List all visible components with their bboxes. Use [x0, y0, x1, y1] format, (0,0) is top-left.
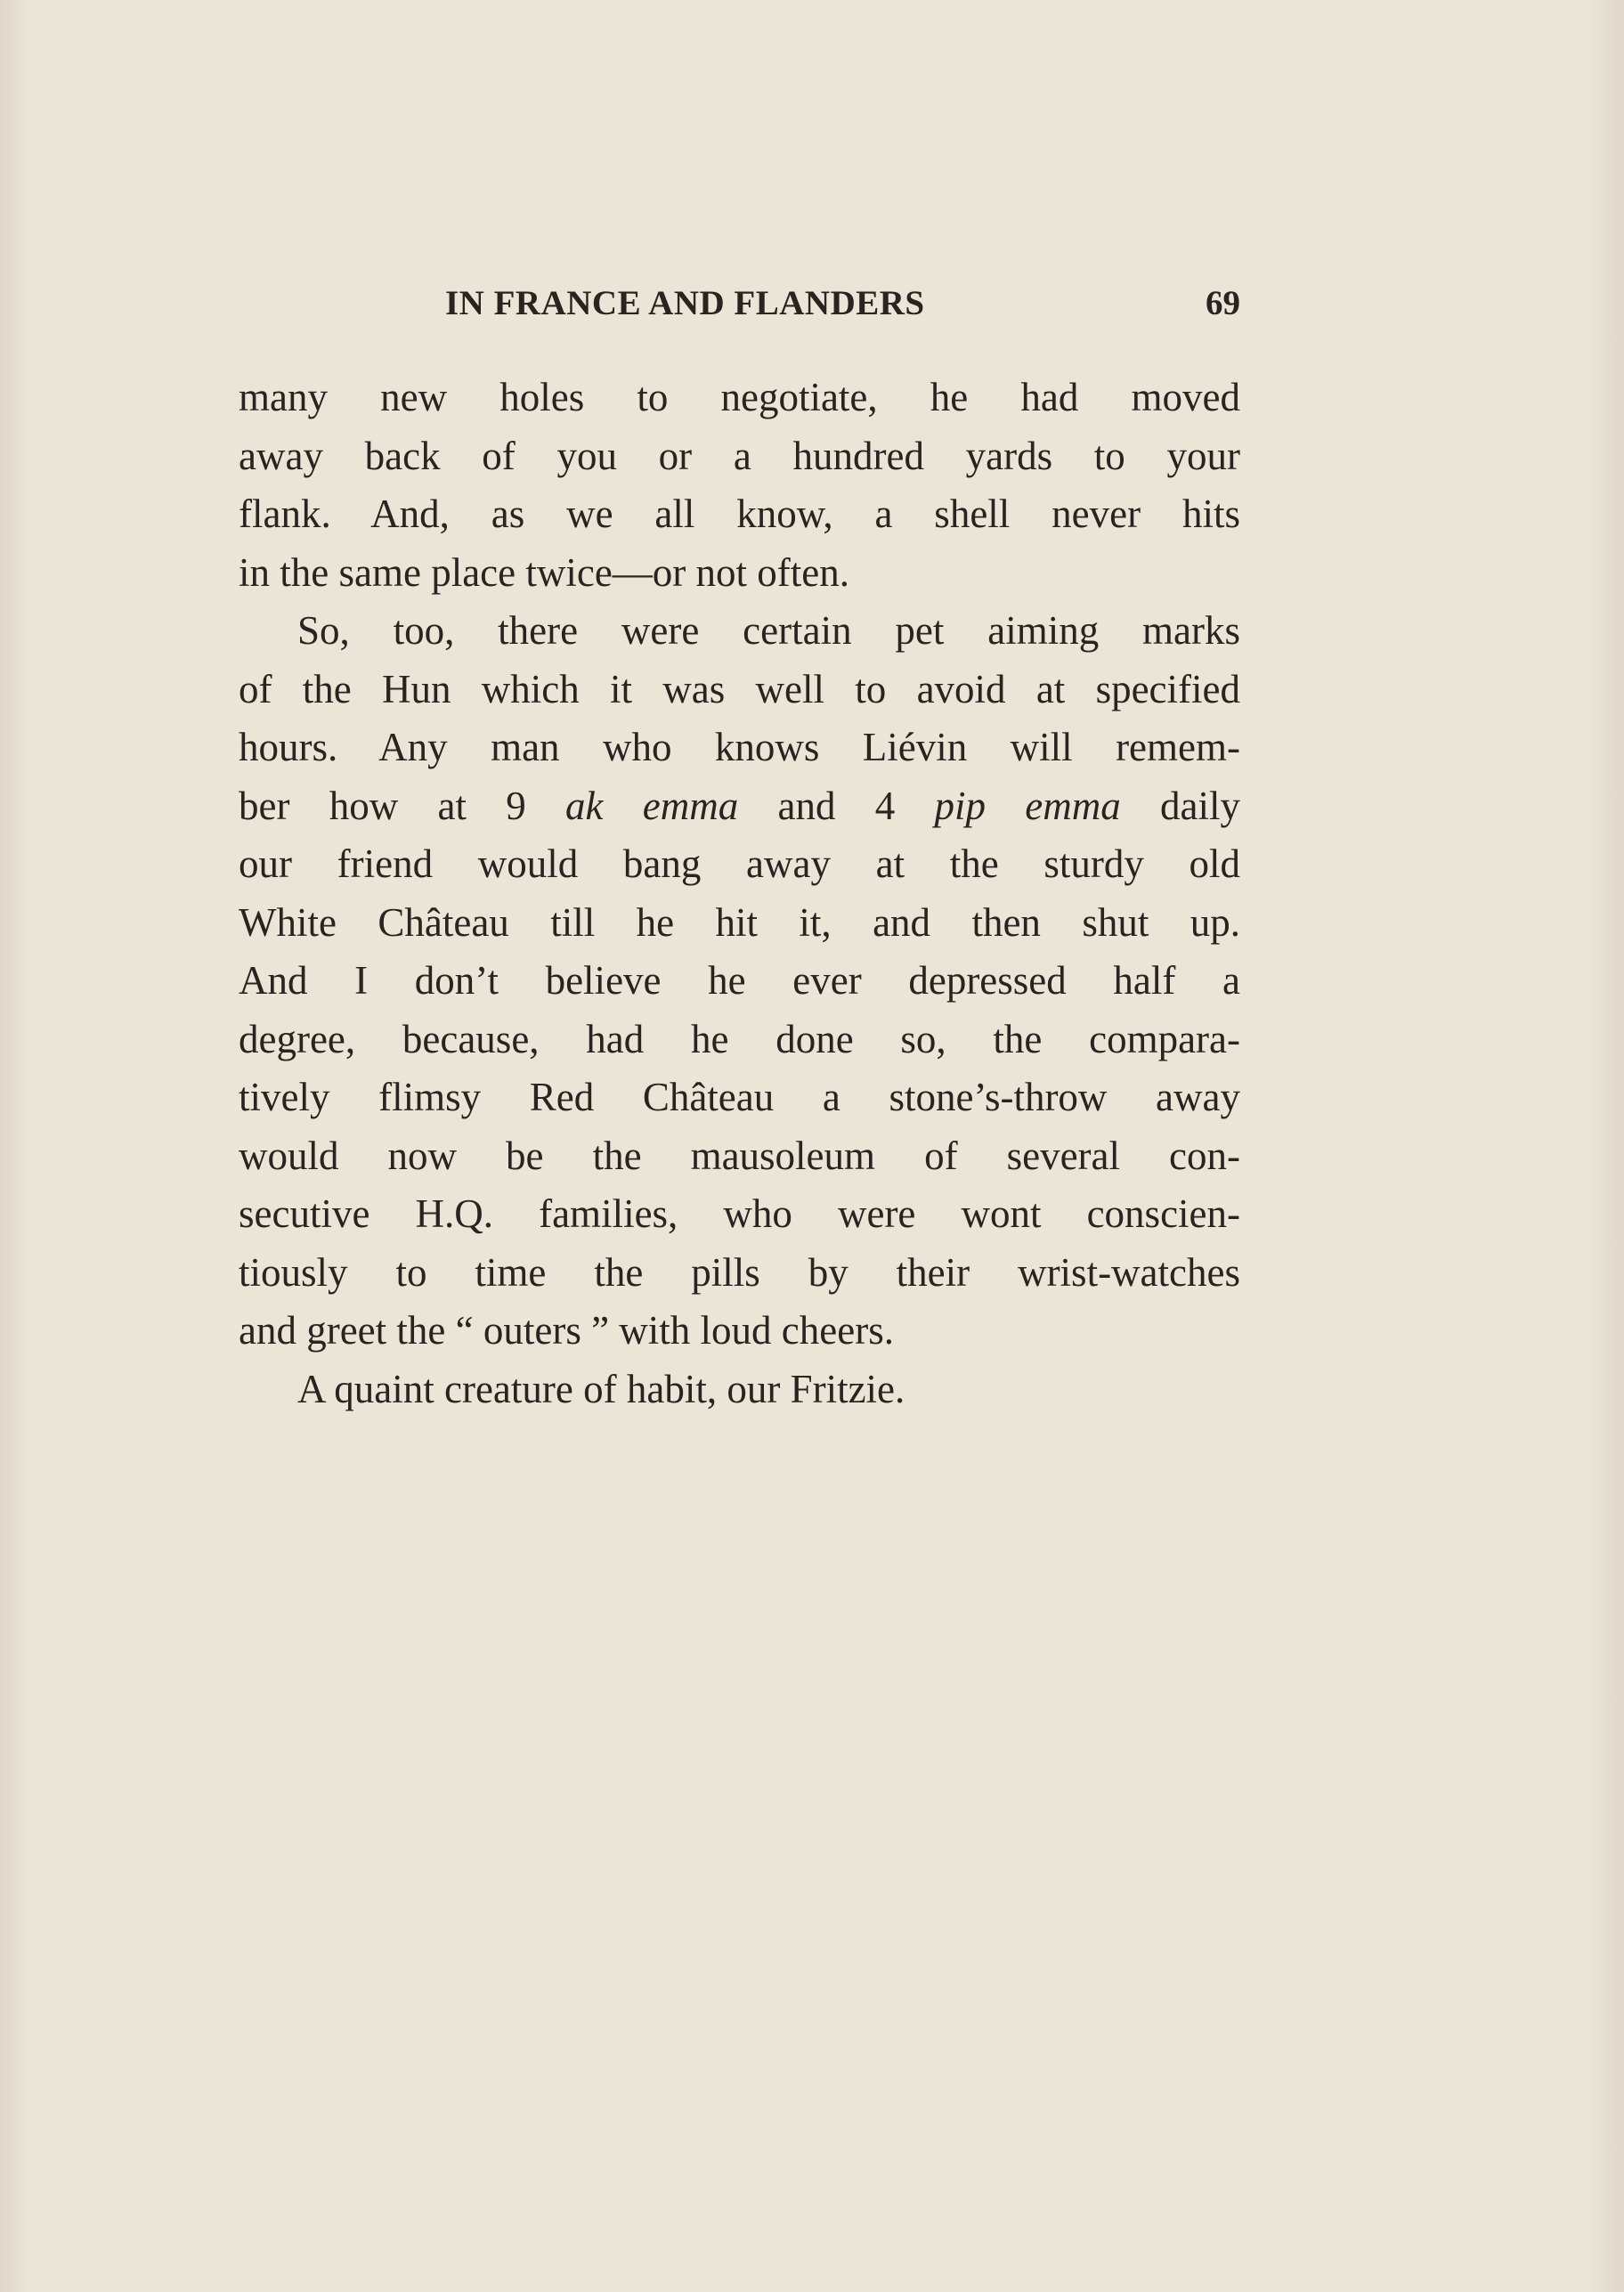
text-line-with-italics	[239, 777, 1240, 836]
paragraph	[239, 369, 1240, 602]
text-run: ber how at 9	[239, 783, 565, 828]
running-header	[445, 283, 1240, 337]
italic-phrase: pip emma	[934, 783, 1121, 828]
text-line: flank. And, as we all know, a shell never hits	[239, 492, 1240, 536]
page-number: 69	[1206, 284, 1240, 322]
running-title: IN FRANCE AND FLANDERS	[445, 284, 925, 322]
text-line: in the same place twice—or not often.	[239, 549, 850, 595]
text-line: tiously to time the pills by their wrist-watches	[239, 1249, 1240, 1295]
paragraph	[239, 602, 1240, 1361]
text-line: hours. Any man who knows Liévin will remem-	[239, 725, 1240, 769]
text-line: secutive H.Q. families, who were wont conscien-	[239, 1191, 1240, 1236]
text-line: of the Hun which it was well to avoid at specified	[239, 666, 1240, 711]
text-line: And I don’t believe he ever depressed half a	[239, 958, 1240, 1003]
text-line: and greet the “ outers ” with loud cheers.	[239, 1308, 894, 1353]
text-line: So, too, there were certain pet aiming marks	[297, 608, 1240, 653]
text-line: many new holes to negotiate, he had moved	[239, 375, 1240, 419]
text-line: A quaint creature of habit, our Fritzie.	[297, 1366, 905, 1411]
text-line: tively flimsy Red Château a stone’s-throw away	[239, 1075, 1240, 1119]
text-run: and 4	[738, 783, 935, 828]
text-run: daily	[1120, 783, 1240, 828]
paragraph	[239, 1361, 1240, 1419]
text-line: White Château till he hit it, and then shut up.	[239, 899, 1240, 945]
text-line: away back of you or a hundred yards to your	[239, 433, 1240, 478]
italic-phrase: ak emma	[565, 783, 739, 828]
body-text	[239, 369, 1240, 1418]
text-line: our friend would bang away at the sturdy old	[239, 841, 1240, 886]
text-line: degree, because, had he done so, the compara-	[239, 1016, 1240, 1061]
text-line: would now be the mausoleum of several con-	[239, 1133, 1240, 1178]
